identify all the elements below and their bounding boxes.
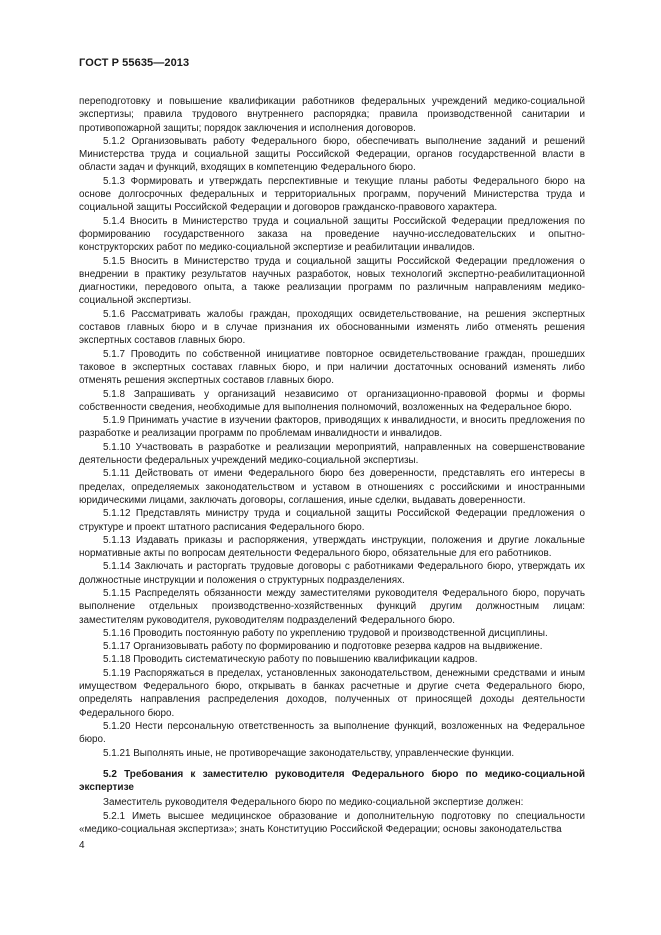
paragraph-5-1-12: 5.1.12 Представлять министру труда и социальной защиты Российской Федерации предложения о структуре и проект штатного расписания Федерального бюро. — [79, 508, 585, 533]
paragraph-5-1-10: 5.1.10 Участвовать в разработке и реализации мероприятий, направленных на совершенствование деятельности федеральных учреждений медико-социальной экспертизы. — [79, 441, 585, 467]
paragraph-5-1-19: 5.1.19 Распоряжаться в пределах, установленных законодательством, денежными средствами и иным имуществом Федерального бюро, открывать в банках расчетные и другие счета Федерального бюро, определять направления распределения доходов, полученных от приносящей доходы деятельности Федерального бюро. — [79, 667, 585, 719]
paragraph-5-1-6: 5.1.6 Рассматривать жалобы граждан, проходящих освидетельствование, на решения экспертных составов главных бюро и в случае признания их обоснованными изменять либо отменять решения экспертных составов главных бюро. — [79, 308, 585, 347]
paragraph-5-1-4: 5.1.4 Вносить в Министерство труда и социальной защиты Российской Федерации предложения по формированию государственного заказа на проведение научно-исследовательских и опытно-конструкторских работ по медико-социальной экспертизе и реабилитации инвалидов. — [79, 215, 585, 254]
paragraph-5-1-8: 5.1.8 Запрашивать у организаций независимо от организационно-правовой формы и формы собственности сведения, необходимые для выполнения полномочий, возложенных на Федеральное бюро. — [79, 388, 585, 413]
paragraph-5-1-9: 5.1.9 Принимать участие в изучении факторов, приводящих к инвалидности, и вносить предложения по разработке и реализации программ по проблемам инвалидности и инвалидов. — [79, 415, 585, 440]
page-number: 4 — [79, 840, 85, 851]
document-body — [79, 95, 585, 836]
document-header: ГОСТ Р 55635—2013 — [79, 57, 190, 69]
paragraph-5-1-2: 5.1.2 Организовывать работу Федерального бюро, обеспечивать выполнение заданий и решений Министерства труда и социальной защиты Российской Федерации, органов государственной власти в области задач и функций, входящих в компетенцию Федерального бюро. — [79, 135, 585, 174]
paragraph-continuation: переподготовку и повышение квалификации работников федеральных учреждений медико-социальной экспертизы; правила трудового внутреннего распорядка; правила производственной санитарии и противопожарной защиты; порядок заключения и исполнения договоров. — [79, 96, 585, 134]
paragraph-5-1-11: 5.1.11 Действовать от имени Федерального бюро без доверенности, представлять его интересы в пределах, определяемых законодательством и уставом в отношениях с российскими и иностранными юридическими лицами, заключать договоры, соглашения, иные сделки, выдавать доверенности. — [79, 468, 585, 506]
paragraph-5-1-17: 5.1.17 Организовывать работу по формированию и подготовке резерва кадров на выдвижение. — [103, 641, 543, 653]
paragraph-5-1-3: 5.1.3 Формировать и утверждать перспективные и текущие планы работы Федерального бюро на основе долгосрочных федеральных и территориальных программ, поручений Министерства труда и социальной защиты Российской Федерации и договоров гражданско-правового характера. — [79, 175, 585, 214]
paragraph-5-2-1: 5.2.1 Иметь высшее медицинское образование и дополнительную подготовку по специальности «медико-социальная экспертиза»; знать Конституцию Российской Федерации; основы законодательства — [79, 810, 585, 836]
section-intro: Заместитель руководителя Федерального бюро по медико-социальной экспертизе должен: — [103, 797, 524, 809]
paragraph-5-1-20: 5.1.20 Нести персональную ответственность за выполнение функций, возложенных на Федеральное бюро. — [79, 720, 585, 746]
section-heading-5-2: 5.2 Требования к заместителю руководителя Федерального бюро по медико-социальной экспертизе — [79, 768, 585, 794]
paragraph-5-1-14: 5.1.14 Заключать и расторгать трудовые договоры с работниками Федерального бюро, утверждать их должностные инструкции и положения о структурных подразделениях. — [79, 561, 585, 586]
paragraph-5-1-13: 5.1.13 Издавать приказы и распоряжения, утверждать инструкции, положения и другие локальные нормативные акты по вопросам деятельности Федерального бюро, обязательные для его работников. — [79, 534, 585, 560]
paragraph-5-1-16: 5.1.16 Проводить постоянную работу по укреплению трудовой и производственной дисциплины. — [103, 627, 548, 639]
paragraph-5-1-5: 5.1.5 Вносить в Министерство труда и социальной защиты Российской Федерации предложения о внедрении в практику результатов научных разработок, новых технологий экспертно-реабилитационной диагностики, передового опыта, а также реализации программ по различным направлениям медико-социальной экспертизы. — [79, 255, 585, 307]
paragraph-5-1-18: 5.1.18 Проводить систематическую работу по повышению квалификации кадров. — [103, 654, 478, 666]
paragraph-5-1-21: 5.1.21 Выполнять иные, не противоречащие законодательству, управленческие функции. — [103, 747, 515, 759]
paragraph-5-1-7: 5.1.7 Проводить по собственной инициативе повторное освидетельствование граждан, прошедших таковое в экспертных составах главных бюро, и при наличии достаточных оснований изменять либо отменять решения экспертных составов главных бюро. — [79, 348, 585, 387]
paragraph-5-1-15: 5.1.15 Распределять обязанности между заместителями руководителя Федерального бюро, поручать выполнение отдельных производственно-хозяйственных функций другим должностным лицам: заместителям руководителя, руководителям подразделений Федерального бюро. — [79, 587, 585, 626]
